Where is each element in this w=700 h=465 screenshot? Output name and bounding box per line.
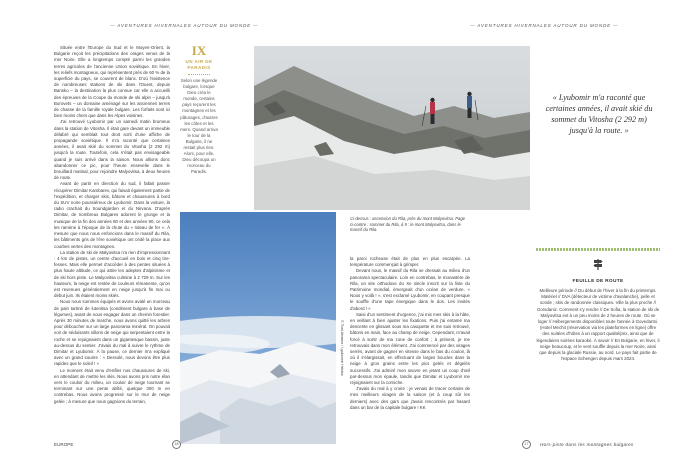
page-number-right: 17 <box>522 440 531 449</box>
right-body-column <box>350 256 470 434</box>
photo-snowy-summit <box>180 212 336 444</box>
running-head-right: — AVENTURES HIVERNALES AUTOUR DU MONDE — <box>470 23 619 28</box>
page-number-left: 18 <box>172 440 181 449</box>
feuille-de-route-box <box>536 248 660 362</box>
sidebar-divider <box>188 74 210 75</box>
sidebar-number: IX <box>191 43 207 58</box>
signpost-icon <box>536 257 660 275</box>
ski-ascent-image <box>254 46 530 210</box>
snowy-summit-image <box>180 212 336 444</box>
footer-section-label: EUROPE <box>54 442 74 447</box>
paragraph: Nous nous sommes équipés et avons avalé un morceau de pain tartiné de lutenitsa (condiment bulgare à base de légumes), avant de nous engager dans un chemin forestier. Après 30 minutes de marche, nous avons quitté les arbres pour déboucher sur un large panorama minéral. On pouvait voir de séduisants sillons de neige qui serpentaient entre la roche et se rejoignaient dans un gigantesque bassin, juste au-dessus du sentier. J'avais du mal à suivre le rythme de Dimitar et Lyubomir. À la pause, ce dernier m'a expliqué avec un grand sourire : « Dessolé, nous devons être plus rapides que le soleil ! » <box>54 299 170 367</box>
feuille-de-route-text: Meilleure période // Du début de l'hiver à la fin du printemps. Matériel // DVA (détecteur de victime d'avalanche), pelle et sonde ; skis de randonnée classiques. Ville la plus proche // Gorsdaniz. Comment s'y rendre // De Sofia, la station de ski de Malyovitsa est à un peu moins de 2 heures de route. Où se loger // Hébergements disponibles toute l'année à Govedartsi. (Hotel Mechit (réservation via les plateformes en ligne) offre des nuitées d'hôtes à un rapport qualité/prix, ainsi que de légendaires soirées karaoké. À savoir // En Bulgarie, en hiver, il neige beaucoup, et le vent souffle depuis la mer Noire, ainsi que depuis la glaciale Russie, au nord. Le pays fait partie de l'espace Schengen depuis mars 2024. <box>536 288 660 362</box>
photo-caption: Ci-dessus : ascension du Rila, près du mont Malyovitsa. Page ci-contre : sommet du Rila, à 9 : le mont Malyovitsa, dans le massif du Rila. <box>350 216 465 233</box>
paragraph: J'ai retrouvé Lyubomir par un samedi matin brumeux dans la station de Vitosha. Il était gare devant un immeuble délabré qui semblait tout droit sorti d'une affiche de propagande soviétique. Il m'a raconté que certaines années, il avait skié du sommet du Vitosha (2 292 m) jusqu'à la route. Toutefois, cela n'était pas envisageable quand je suis arrivé dans la saison. Nous allions donc abandonner ce pic, pour l'heure ensevelie dans le brouillard matinal, pour rejoindre Malyovitsa, à deux heures de route. <box>54 119 170 181</box>
left-body-column <box>54 45 170 425</box>
decorative-band <box>536 248 660 251</box>
running-head-left: — AVENTURES HIVERNALES AUTOUR DU MONDE — <box>110 23 259 28</box>
paragraph: J'avais du mal à y croire : je venais de tracer certains de mes meilleurs virages de la saison (et à coup sûr les derniers) avec des gars que j'avais rencontrés par hasard dans un bar de la capitale bulgare ! KK <box>350 386 470 410</box>
paragraph: Le moment était venu d'enfiler nos chaussures de ski, en attendant de mettre les skis. Nous avons pris notre élan vers le couloir du milieu, un couloir de neige tournant se terminant sur une pente abîté, quelque 300 m en contrebas. Nous avons progressé sur le mur de neige gelée ; à mesure que nous gagnions du terrain, <box>54 367 170 404</box>
paragraph: Devant nous, le massif du Rila se dressait au milieu d'un panorama spectaculaire. Loin en contrebas, le monastère de Rila, un site orthodoxe du Xe siècle inscrit sur la liste du Patrimoine mondial, émergeait d'un océan de verdure. « Nous y voilà ! », s'est exclamé Lyubomir, en coupant presque le souffle d'une tape énergique dans le dos. Les invités d'abord ! » <box>350 268 470 311</box>
feuille-de-route-title: FEUILLE DE ROUTE <box>572 279 624 284</box>
paragraph: la paroi rocheuse était de plus en plus escarpée. La température commençait à grimper. <box>350 256 470 268</box>
paragraph: La station de ski de Malyovitsa n'a rien d'impressionnant : 4 km de pistes, un centre d'accueil en bois et cinq tire-fesses. Mais elle permet d'accéder à des pentes situées à plus haute altitude, ce qui attire les adeptes d'alpinisme et de ski hors piste. Le Malyovitsa culmine à 2 729 m. Sur les hauteurs, la neige est restée de couleurs rémanente, qu'on est revenues généralement en neige jusqu'à fin mai ou début juin. Ils étaient moins skiés. <box>54 249 170 299</box>
photo-credit: © Toni Alvarez / Lyubomir Hristov <box>340 320 344 376</box>
sidebar-text: Selon une légende bulgare, lorsque Dieu créa le monde, certains pays reçurent les montagnes et les pâturages, d'autres les côtes et les mers. Quand arriva le tour de la Bulgarie, il ne restait plus rien. Alors, pour elle, Dieu découpa un morceau du Paradis. <box>180 78 218 175</box>
pull-quote: « Lyubomir m'a raconté que certaines années, il avait skié du sommet du Vitosha (2 292 m) jusqu'à la route. » <box>545 93 653 135</box>
paragraph: Située entre l'Europe du Sud et le Moyen-Orient, la Bulgarie reçoit les précipitations des orages venus de la mer Noire. Elle a longtemps compté parmi les grandes terres agricoles de l'ancienne Union soviétique. En hiver, les reliefs montagneux, qui représentent près de 60 % de la superficie du pays, se couvrent de blanc. D'où l'existence de nombreuses stations de ski dans l'Ouest, depuis Bansko – la destination la plus connue car elle a accueilli des épreuves de la Coupe du monde de ski alpin – jusqu'à Borovets – un domaine aménagé sur les anciennes terres de chasse de la famille royale bulgare. Les forfaits sont ici bien moins chers que dans les Alpes voisines. <box>54 45 170 119</box>
paragraph: Saisi d'un sentiment d'urgence, j'ai mis mes skis à la hâte, en veillant à bien ajuster les fixations. Puis j'ai entamé ma descente en glissant sous ma casquette et me suis retrouvé, bâtons en main, face au champ de neige. Cependant, m'avait forcé à sortir de ma zone de confort ; à présent, je me retrouvais dans mon élément. J'ai commencé par des virages serrés, avant de gagner en vitesse dans le bas du couloir, là où il s'élargissait, en effectuant de larges boucles dans la neige à gros grains entre les pics gelés et dégelés successifs. J'ai admiré mon œuvre en jetant un coup d'œil par-dessus mon épaule, tandis que Dimitar et Lyubomir me rejoignaient sur la corniche. <box>350 311 470 386</box>
sidebar-title: UN AIR DE PARADIS <box>185 59 213 70</box>
paragraph: Avant de partir en direction du sud, il fallait passer récupérer Dimitar Kambarev, qui faisait également partie de l'expédition, et charger skis, bâtons et chaussures à bord du SUV noire poussiéreux de Lyubomir. Dans la voiture, la radio crachait du Soundgarden et du Nirvana. D'après Dimitar, de nombreux Bulgares adorent le grunge et la musique de la fin des années 80 et des années 90, ce cela les ramène à l'époque de la chute du « rideau de fer ». À mesure que nous nous enfoncions dans le massif du Rila, les bâtiments gris de l'ère soviétique ont cédé la place aux courbes vertes des montagnes. <box>54 181 170 249</box>
footer-article-title: Hors-piste dans les montagnes bulgares <box>540 442 634 447</box>
sidebar-legend <box>180 45 218 176</box>
photo-ski-ascent <box>254 46 530 210</box>
